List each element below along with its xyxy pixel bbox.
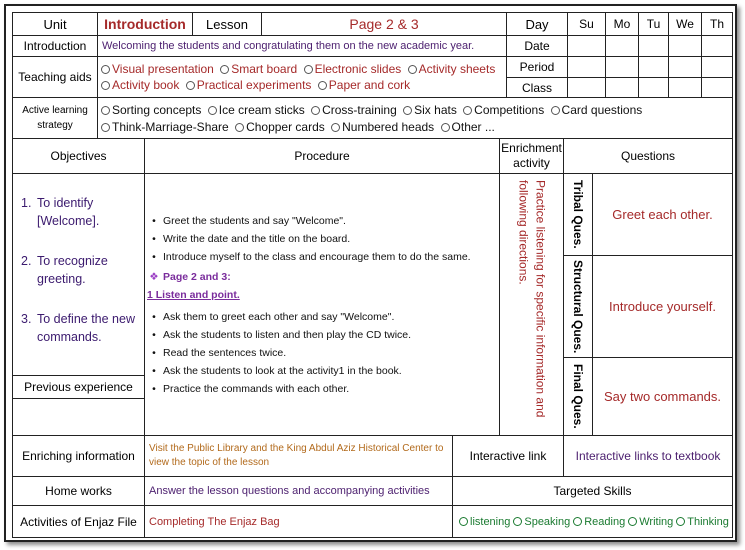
class-label: Class [506,77,568,98]
final-ques-text: Say two commands. [592,357,733,436]
home-works-text: Answer the lesson questions and accompanying activities [144,476,453,506]
day-we: We [668,12,702,36]
procedure-item: • Practice the commands with each other. [152,383,350,395]
enrichment-header: Enrichment activity [499,138,564,174]
tribal-ques-text: Greet each other. [592,173,733,256]
procedure-item: • Ask the students to listen and then play the CD twice. [152,329,412,341]
lesson-plan-table [4,4,737,542]
procedure-item: • Greet the students and say "Welcome". [152,215,346,227]
enjaz-label: Activities of Enjaz File [12,505,145,538]
radio-icon[interactable] [463,106,472,115]
date-cell-th [701,35,733,57]
period-cell-su [567,56,606,78]
radio-icon[interactable] [331,123,340,132]
objective-item: 2. To recognize greeting. [21,254,108,286]
strategy-option[interactable]: Numbered heads [331,120,434,134]
teaching-aids-label: Teaching aids [12,56,98,98]
strategy-option[interactable]: Other ... [441,120,495,134]
diamond-icon: ❖ [149,271,159,283]
structural-ques-label: Structural Ques. [563,255,593,358]
lesson-label: Lesson [192,12,262,36]
objective-item: 1. To identify [Welcome]. [21,196,100,228]
aid-option[interactable]: Smart board [220,62,297,76]
skill-option[interactable]: Reading [573,516,625,528]
targeted-skills-label: Targeted Skills [452,476,733,506]
strategy-option[interactable]: Card questions [551,103,643,117]
targeted-skills-options [452,505,733,538]
radio-icon[interactable] [513,517,522,526]
procedure-item: • Ask them to greet each other and say "Welcome". [152,311,395,323]
enjaz-text: Completing The Enjaz Bag [144,505,453,538]
date-cell-mo [605,35,639,57]
day-tu: Tu [638,12,669,36]
period-cell-mo [605,56,639,78]
strategy-option[interactable]: Chopper cards [235,120,325,134]
strategy-option[interactable]: Six hats [403,103,457,117]
radio-icon[interactable] [220,65,229,74]
radio-icon[interactable] [441,123,450,132]
enriching-info-text: Visit the Public Library and the King Abdul Aziz Historical Center to view the topic of the lesson [144,435,453,477]
enrichment-text: Practice listening for specific information and following directions. [516,180,548,418]
previous-experience-cell [12,398,145,436]
period-cell-we [668,56,702,78]
day-th: Th [701,12,733,36]
radio-icon[interactable] [403,106,412,115]
unit-value: Introduction [97,12,193,36]
final-ques-label: Final Ques. [563,357,593,436]
procedure-item: • Write the date and the title on the board. [152,233,351,245]
objective-item: 3. To define the new commands. [21,312,135,344]
radio-icon[interactable] [101,65,110,74]
strategy-option[interactable]: Sorting concepts [101,103,201,117]
pages-heading: ❖ Page 2 and 3: [145,268,495,286]
aid-option[interactable]: Practical experiments [186,78,312,92]
radio-icon[interactable] [304,65,313,74]
enrichment-cell [499,173,564,436]
interactive-link-label: Interactive link [452,435,564,477]
introduction-text: Welcoming the students and congratulating them on the new academic year. [97,35,507,57]
introduction-label: Introduction [12,35,98,57]
structural-ques-text: Introduce yourself. [592,255,733,358]
radio-icon[interactable] [318,81,327,90]
date-cell-we [668,35,702,57]
day-mo: Mo [605,12,639,36]
tribal-ques-label: Tribal Ques. [563,173,593,256]
strategy-option[interactable]: Ice cream sticks [208,103,305,117]
radio-icon[interactable] [101,106,110,115]
radio-icon[interactable] [459,517,468,526]
aid-option[interactable]: Paper and cork [318,78,410,92]
active-learning-label: Active learning strategy [12,97,98,139]
aid-option[interactable]: Visual presentation [101,62,214,76]
interactive-link-value[interactable]: Interactive links to textbook [563,435,733,477]
objectives-cell [12,173,145,376]
lesson-value: Page 2 & 3 [261,12,507,36]
radio-icon[interactable] [101,123,110,132]
previous-experience-label: Previous experience [12,375,145,399]
procedure-item: • Introduce myself to the class and encourage them to do the same. [152,251,471,263]
procedure-cell [144,173,500,436]
questions-header: Questions [563,138,733,174]
day-su: Su [567,12,606,36]
aid-option[interactable]: Activity sheets [408,62,496,76]
strategy-option[interactable]: Competitions [463,103,544,117]
objectives-header: Objectives [12,138,145,174]
active-learning-options [97,97,733,139]
radio-icon[interactable] [311,106,320,115]
radio-icon[interactable] [628,517,637,526]
period-cell-th [701,56,733,78]
class-cell-su [567,77,606,98]
day-label: Day [506,12,568,36]
date-cell-su [567,35,606,57]
aid-option[interactable]: Electronic slides [304,62,402,76]
strategy-option[interactable]: Cross-training [311,103,397,117]
skill-option[interactable]: Speaking [513,516,570,528]
period-cell-tu [638,56,669,78]
listen-heading: 1 Listen and point. [147,289,240,301]
strategy-option[interactable]: Think-Marriage-Share [101,120,229,134]
class-cell-mo [605,77,639,98]
teaching-aids-options [97,56,507,98]
radio-icon[interactable] [551,106,560,115]
date-cell-tu [638,35,669,57]
skill-option[interactable]: listening [459,516,510,528]
radio-icon[interactable] [408,65,417,74]
date-label: Date [506,35,568,57]
procedure-item: • Ask the students to look at the activity1 in the book. [152,365,402,377]
radio-icon[interactable] [235,123,244,132]
radio-icon[interactable] [186,81,195,90]
aid-option[interactable]: Activity book [101,78,179,92]
radio-icon[interactable] [101,81,110,90]
radio-icon[interactable] [676,517,685,526]
skill-option[interactable]: Thinking [676,516,729,528]
procedure-item: • Read the sentences twice. [152,347,287,359]
class-cell-tu [638,77,669,98]
home-works-label: Home works [12,476,145,506]
procedure-header: Procedure [144,138,500,174]
skill-option[interactable]: Writing [628,516,673,528]
unit-label: Unit [12,12,98,36]
enriching-info-label: Enriching information [12,435,145,477]
radio-icon[interactable] [208,106,217,115]
class-cell-we [668,77,702,98]
class-cell-th [701,77,733,98]
radio-icon[interactable] [573,517,582,526]
period-label: Period [506,56,568,78]
